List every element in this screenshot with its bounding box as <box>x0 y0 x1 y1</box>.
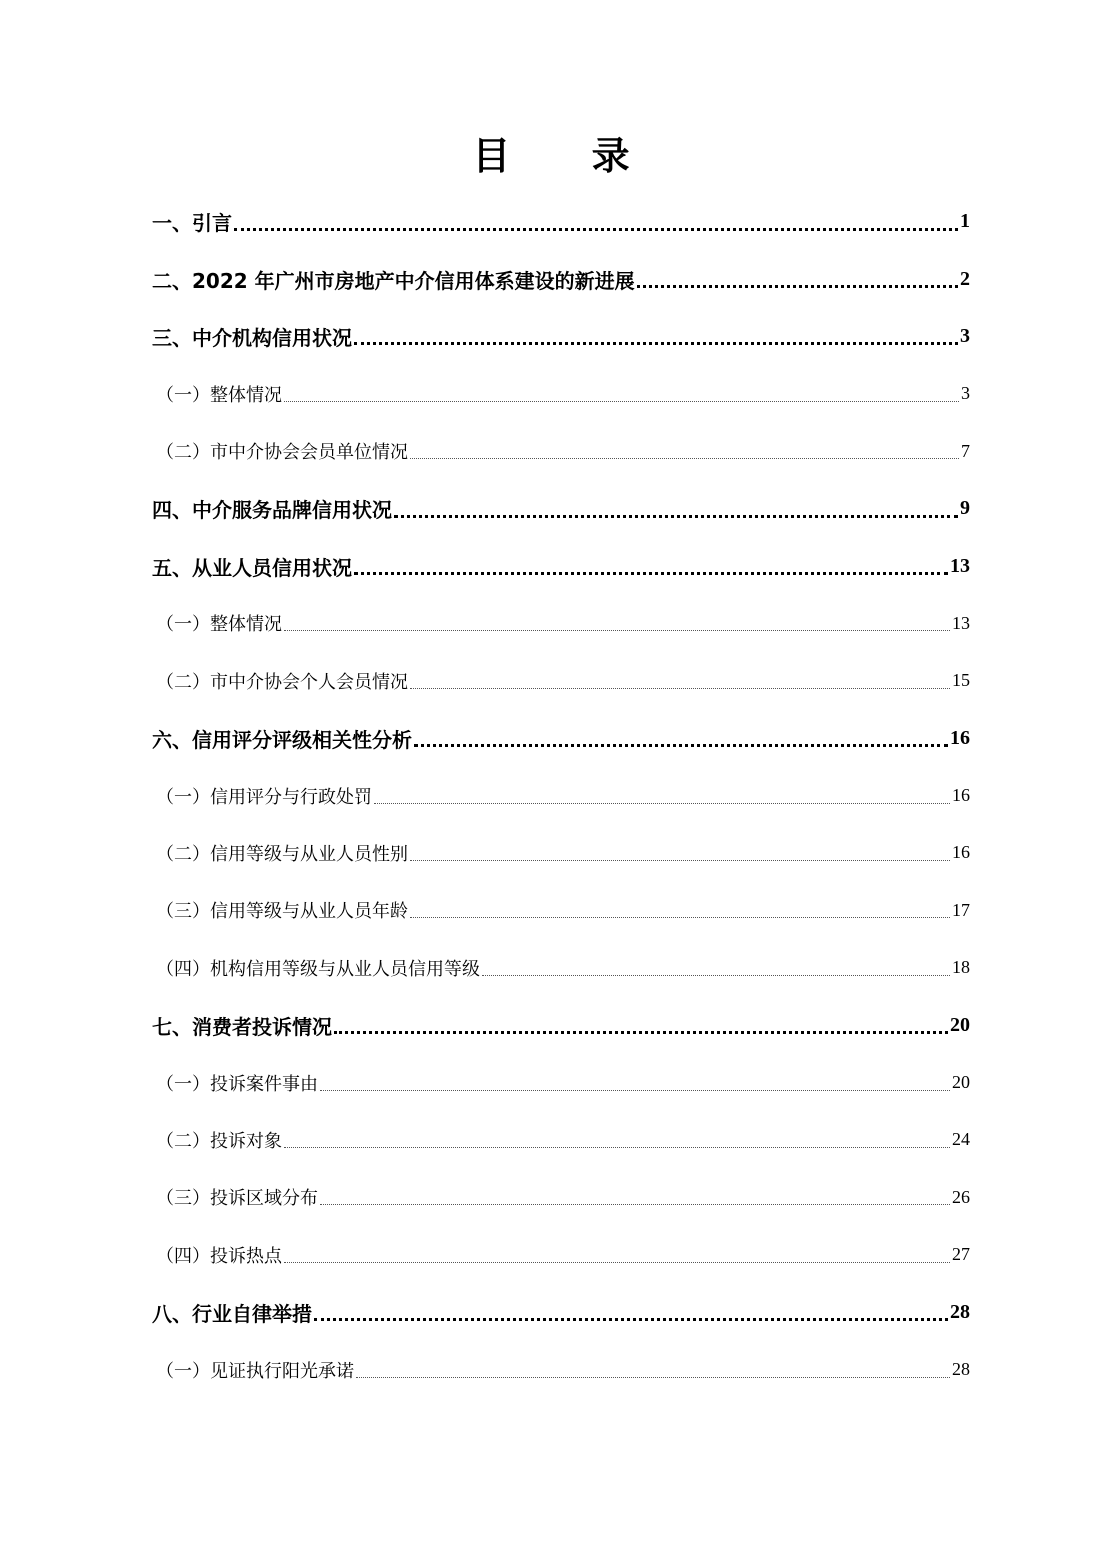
toc-entry-label: （三）信用等级与从业人员年龄 <box>156 901 408 923</box>
toc-page-number: 2 <box>960 267 970 290</box>
toc-entry-label: （一）见证执行阳光承诺 <box>156 1360 354 1382</box>
toc-page-number: 3 <box>961 383 970 404</box>
toc-page-number: 16 <box>952 785 970 806</box>
toc-page-number: 1 <box>960 210 970 233</box>
toc-dot-leader <box>320 1203 950 1205</box>
toc-page-number: 13 <box>952 612 970 633</box>
toc-page-number: 28 <box>952 1359 970 1379</box>
toc-dot-leader <box>414 743 948 747</box>
toc-entry-label: （三）投诉区域分布 <box>156 1188 318 1210</box>
table-of-contents <box>152 193 970 1398</box>
toc-section-entry[interactable] <box>152 824 970 881</box>
toc-dot-leader <box>354 571 948 575</box>
toc-page-number: 13 <box>950 554 970 577</box>
toc-entry-label: 五、从业人员信用状况 <box>152 555 352 580</box>
toc-page-number: 9 <box>960 497 970 520</box>
toc-chapter-entry[interactable] <box>152 480 970 537</box>
toc-section-entry[interactable] <box>152 365 970 422</box>
toc-entry-label: 二、2022 年广州市房地产中介信用体系建设的新进展 <box>152 268 635 293</box>
toc-section-entry[interactable] <box>152 652 970 709</box>
toc-entry-label: 三、中介机构信用状况 <box>152 325 352 350</box>
toc-section-entry[interactable] <box>152 939 970 996</box>
toc-chapter-entry[interactable] <box>152 308 970 365</box>
toc-entry-label: （四）投诉热点 <box>156 1245 282 1267</box>
toc-page-number: 15 <box>952 670 970 691</box>
toc-entry-label: （一）信用评分与行政处罚 <box>156 786 372 808</box>
toc-page-number: 7 <box>961 440 970 461</box>
toc-chapter-entry[interactable] <box>152 996 970 1053</box>
toc-entry-label: （一）投诉案件事由 <box>156 1073 318 1095</box>
toc-dot-leader <box>482 974 950 976</box>
toc-section-entry[interactable] <box>152 882 970 939</box>
toc-section-entry[interactable] <box>152 423 970 480</box>
toc-entry-label: 七、消费者投诉情况 <box>152 1014 332 1039</box>
toc-page-number: 20 <box>952 1072 970 1093</box>
toc-dot-leader <box>314 1317 948 1321</box>
toc-dot-leader <box>354 341 958 345</box>
toc-dot-leader <box>284 629 950 631</box>
toc-page-number: 16 <box>952 842 970 863</box>
toc-chapter-entry[interactable] <box>152 250 970 307</box>
toc-section-entry[interactable] <box>152 1111 970 1168</box>
toc-dot-leader <box>637 284 958 288</box>
toc-dot-leader <box>410 687 950 689</box>
toc-dot-leader <box>410 916 950 918</box>
toc-dot-leader <box>320 1089 950 1091</box>
toc-entry-label: （四）机构信用等级与从业人员信用等级 <box>156 958 480 980</box>
toc-dot-leader <box>234 227 958 231</box>
toc-entry-label: （二）投诉对象 <box>156 1130 282 1152</box>
toc-page-number: 27 <box>952 1244 970 1265</box>
toc-entry-label: 一、引言 <box>152 211 232 236</box>
toc-dot-leader <box>394 514 958 518</box>
toc-entry-label: （二）市中介协会个人会员情况 <box>156 671 408 693</box>
toc-chapter-entry[interactable] <box>152 537 970 594</box>
toc-dot-leader <box>284 1261 950 1263</box>
toc-entry-label: （一）整体情况 <box>156 384 282 406</box>
toc-page-number: 20 <box>950 1013 970 1036</box>
toc-chapter-entry[interactable] <box>152 1283 970 1340</box>
toc-section-entry[interactable] <box>152 1054 970 1111</box>
toc-page-number: 24 <box>952 1129 970 1150</box>
toc-dot-leader <box>356 1376 950 1378</box>
toc-dot-leader <box>410 859 950 861</box>
toc-entry-label: 六、信用评分评级相关性分析 <box>152 727 412 752</box>
toc-page-number: 18 <box>952 957 970 978</box>
toc-dot-leader <box>334 1030 948 1034</box>
toc-section-entry[interactable] <box>152 1341 970 1398</box>
toc-dot-leader <box>374 802 950 804</box>
toc-section-entry[interactable] <box>152 1226 970 1283</box>
toc-page-number: 28 <box>950 1300 970 1323</box>
toc-dot-leader <box>410 457 959 459</box>
toc-entry-label: （二）市中介协会会员单位情况 <box>156 442 408 464</box>
toc-section-entry[interactable] <box>152 767 970 824</box>
toc-dot-leader <box>284 400 959 402</box>
toc-chapter-entry[interactable] <box>152 193 970 250</box>
toc-entry-label: （一）整体情况 <box>156 614 282 636</box>
toc-section-entry[interactable] <box>152 1169 970 1226</box>
toc-dot-leader <box>284 1146 950 1148</box>
toc-entry-label: 四、中介服务品牌信用状况 <box>152 498 392 523</box>
toc-entry-label: （二）信用等级与从业人员性别 <box>156 843 408 865</box>
toc-page-number: 16 <box>950 726 970 749</box>
toc-chapter-entry[interactable] <box>152 710 970 767</box>
page-title: 目 录 <box>472 134 664 178</box>
toc-page-number: 17 <box>952 899 970 920</box>
toc-page-number: 3 <box>960 324 970 347</box>
toc-entry-label: 八、行业自律举措 <box>152 1301 312 1326</box>
toc-page-number: 26 <box>952 1186 970 1207</box>
toc-section-entry[interactable] <box>152 595 970 652</box>
